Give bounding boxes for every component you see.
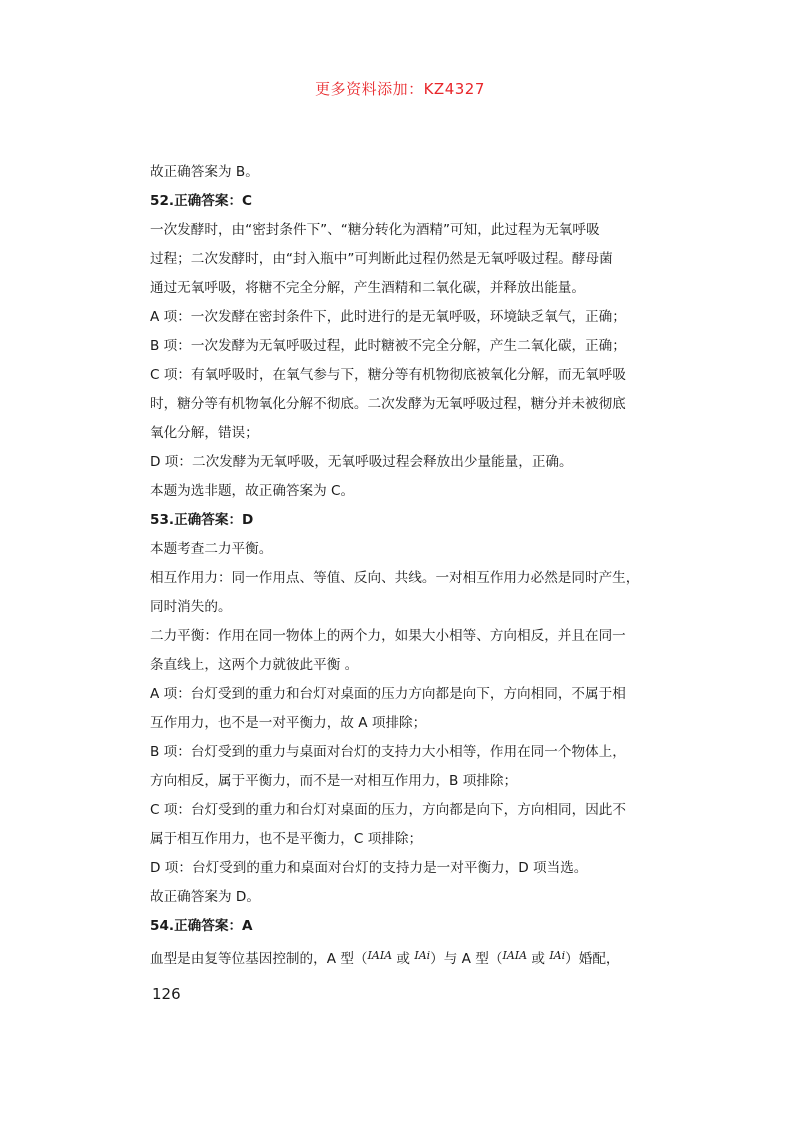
text-line: 本题为选非题，故正确答案为 C。	[150, 483, 355, 499]
text-line: 二力平衡：作用在同一物体上的两个力，如果大小相等、方向相反，并且在同一	[150, 628, 626, 644]
text-line: D 项：台灯受到的重力和桌面对台灯的支持力是一对平衡力，D 项当选。	[150, 860, 588, 876]
text-line: 故正确答案为 B。	[150, 164, 259, 180]
text-line: B 项：台灯受到的重力与桌面对台灯的支持力大小相等，作用在同一个物体上，	[150, 744, 626, 760]
answer-heading-54: 54.正确答案：A	[150, 918, 253, 934]
genotype-formula: IAIA	[367, 949, 393, 962]
text-line: 属于相互作用力，也不是平衡力，C 项排除；	[150, 831, 423, 847]
text-line: 氧化分解，错误；	[150, 425, 259, 441]
text-line: 故正确答案为 D。	[150, 889, 260, 905]
text-line-genotype	[150, 941, 658, 974]
document-body	[150, 158, 658, 974]
text-line: D 项：二次发酵为无氧呼吸，无氧呼吸过程会释放出少量能量，正确。	[150, 454, 573, 470]
text-line: 时，糖分等有机物氧化分解不彻底。二次发酵为无氧呼吸过程，糖分并未被彻底	[150, 396, 626, 412]
page-number: 126	[152, 985, 181, 1003]
text-line: 通过无氧呼吸，将糖不完全分解，产生酒精和二氧化碳，并释放出能量。	[150, 280, 585, 296]
text-line: 相互作用力：同一作用点、等值、反向、共线。一对相互作用力必然是同时产生，	[150, 570, 640, 586]
genotype-formula: IAi	[549, 949, 566, 962]
text-line: A 项：一次发酵在密封条件下，此时进行的是无氧呼吸，环境缺乏氧气，正确；	[150, 309, 626, 325]
text-line: B 项：一次发酵为无氧呼吸过程，此时糖被不完全分解，产生二氧化碳，正确；	[150, 338, 626, 354]
text-line: 同时消失的。	[150, 599, 232, 615]
text-line: 方向相反，属于平衡力，而不是一对相互作用力，B 项排除；	[150, 773, 518, 789]
text-fragment: 血型是由复等位基因控制的，A 型（	[150, 951, 368, 967]
text-line: 本题考查二力平衡。	[150, 541, 273, 557]
text-fragment: ）与 A 型（	[430, 951, 503, 967]
text-fragment: 或	[527, 951, 550, 967]
text-fragment: ）婚配，	[565, 951, 620, 967]
text-line: 过程；二次发酵时，由“封入瓶中”可判断此过程仍然是无氧呼吸过程。酵母菌	[150, 251, 613, 267]
genotype-formula: IAi	[414, 949, 431, 962]
text-line: A 项：台灯受到的重力和台灯对桌面的压力方向都是向下，方向相同，不属于相	[150, 686, 626, 702]
text-line: 条直线上，这两个力就彼此平衡 。	[150, 657, 359, 673]
text-line: C 项：台灯受到的重力和台灯对桌面的压力，方向都是向下，方向相同，因此不	[150, 802, 626, 818]
answer-heading-53: 53.正确答案：D	[150, 512, 254, 528]
watermark-header: 更多资料添加：KZ4327	[315, 80, 485, 98]
text-line: 互作用力，也不是一对平衡力，故 A 项排除；	[150, 715, 427, 731]
text-fragment: 或	[392, 951, 415, 967]
text-line: C 项：有氧呼吸时，在氧气参与下，糖分等有机物彻底被氧化分解，而无氧呼吸	[150, 367, 626, 383]
answer-heading-52: 52.正确答案：C	[150, 193, 253, 209]
text-line: 一次发酵时，由“密封条件下”、“糖分转化为酒精”可知，此过程为无氧呼吸	[150, 222, 600, 238]
genotype-formula: IAIA	[502, 949, 528, 962]
